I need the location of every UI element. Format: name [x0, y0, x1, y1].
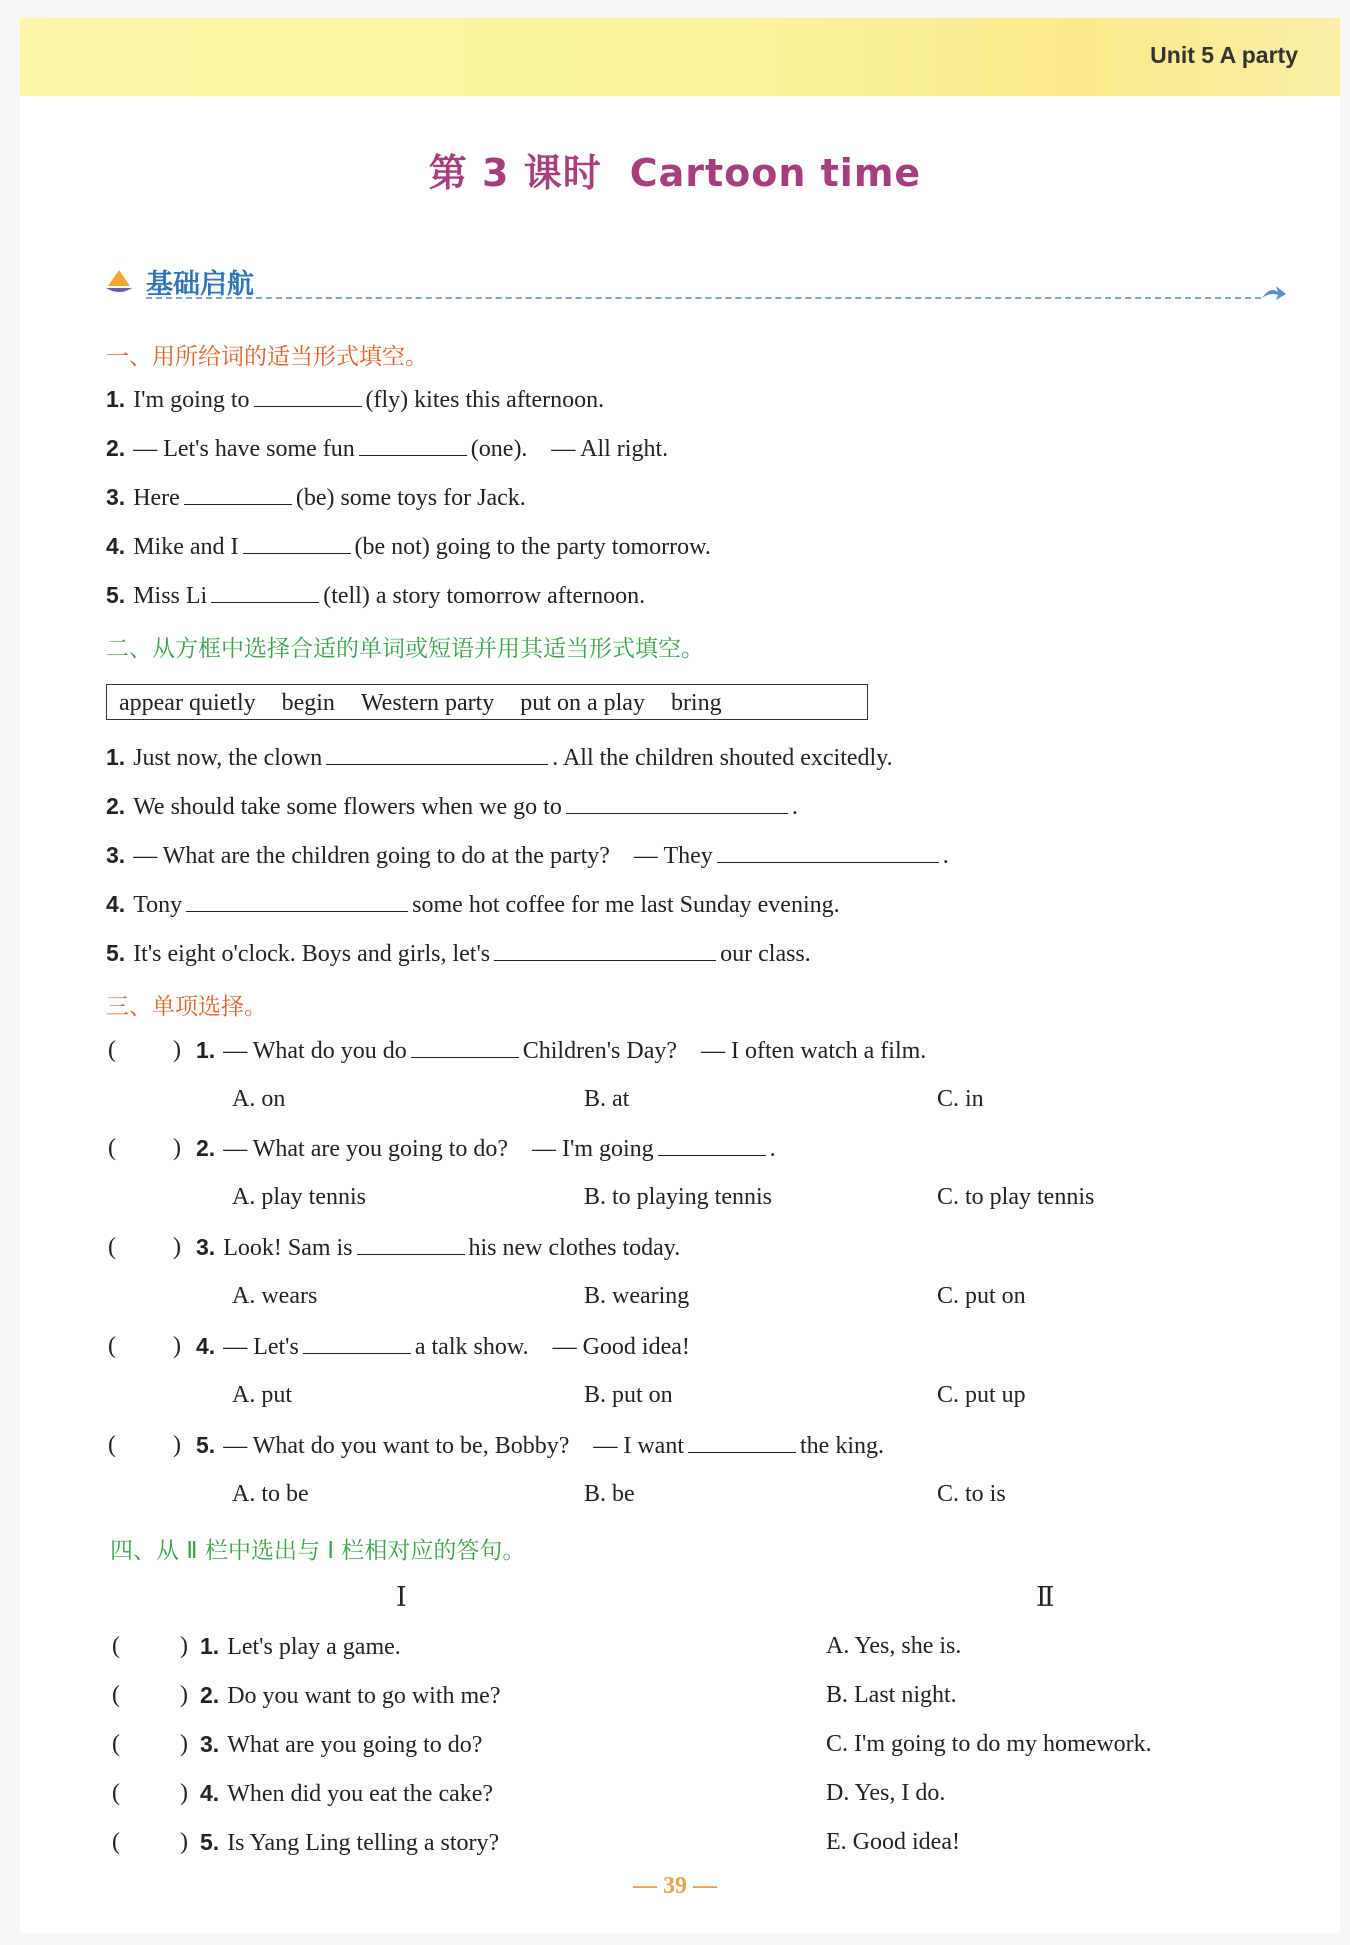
mc-question-4	[196, 1333, 690, 1361]
option-b[interactable]: B. to playing tennis	[584, 1184, 772, 1210]
match-question-4	[200, 1780, 493, 1808]
option-a[interactable]: A. to be	[232, 1481, 309, 1507]
option-b[interactable]: B. wearing	[584, 1283, 690, 1309]
bracket-open: (	[108, 1234, 116, 1260]
match-answer-c: C. I'm going to do my homework.	[826, 1731, 1152, 1757]
answer-bracket[interactable]	[108, 1432, 181, 1459]
item-number: 5.	[200, 1829, 220, 1855]
bracket-open: (	[112, 1731, 120, 1757]
answer-blank[interactable]	[186, 897, 408, 912]
option-b[interactable]: B. put on	[584, 1382, 673, 1408]
item-text: — What are the children going to do at the party? — They	[133, 843, 713, 869]
item-text: .	[791, 794, 798, 820]
option-a[interactable]: A. on	[232, 1086, 286, 1112]
match-question-2	[200, 1682, 500, 1710]
section-title: 基础启航	[146, 269, 254, 300]
item-number: 4.	[196, 1333, 216, 1359]
bracket-close: )	[173, 1135, 181, 1161]
word-bank-box	[106, 684, 868, 720]
answer-blank[interactable]	[411, 1043, 519, 1058]
item-text: I'm going to	[133, 387, 250, 413]
item-number: 5.	[106, 940, 126, 966]
item-text: Do you want to go with me?	[227, 1683, 501, 1709]
item-text: .	[942, 843, 949, 869]
item-text: When did you eat the cake?	[227, 1781, 494, 1807]
bracket-close: )	[180, 1682, 188, 1708]
item-number: 2.	[106, 435, 126, 461]
part2-item-5	[106, 940, 811, 968]
mc-question-2	[196, 1135, 776, 1163]
answer-bracket[interactable]	[112, 1682, 188, 1709]
part1-item-2	[106, 435, 668, 463]
option-c[interactable]: C. put up	[937, 1382, 1026, 1408]
item-text: a talk show. — Good idea!	[414, 1334, 690, 1360]
item-text: (be not) going to the party tomorrow.	[354, 534, 711, 560]
item-text: .	[769, 1136, 776, 1162]
item-number: 1.	[200, 1633, 220, 1659]
option-b[interactable]: B. be	[584, 1481, 635, 1507]
item-number: 4.	[106, 533, 126, 559]
item-number: 1.	[196, 1037, 216, 1063]
answer-bracket[interactable]	[112, 1731, 188, 1758]
bracket-close: )	[180, 1829, 188, 1855]
option-b[interactable]: B. at	[584, 1086, 630, 1112]
item-text: . All the children shouted excitedly.	[552, 745, 893, 771]
answer-bracket[interactable]	[108, 1135, 181, 1162]
option-c[interactable]: C. in	[937, 1086, 984, 1112]
part2-item-2	[106, 793, 798, 821]
bracket-close: )	[173, 1234, 181, 1260]
item-text: Mike and I	[133, 534, 239, 560]
match-question-5	[200, 1829, 499, 1857]
match-question-1	[200, 1633, 401, 1661]
item-text: Here	[133, 485, 180, 511]
item-text: — Let's have some fun	[133, 436, 355, 462]
part2-heading: 二、从方框中选择合适的单词或短语并用其适当形式填空。	[106, 636, 704, 662]
bracket-close: )	[173, 1037, 181, 1063]
option-c[interactable]: C. to play tennis	[937, 1184, 1095, 1210]
bracket-open: (	[112, 1780, 120, 1806]
bracket-open: (	[108, 1037, 116, 1063]
match-answer-a: A. Yes, she is.	[826, 1633, 962, 1659]
answer-blank[interactable]	[357, 1240, 465, 1255]
item-text: (one). — All right.	[470, 436, 669, 462]
answer-blank[interactable]	[566, 799, 788, 814]
answer-blank[interactable]	[243, 539, 351, 554]
lesson-title	[0, 142, 1350, 197]
answer-bracket[interactable]	[112, 1633, 188, 1660]
item-text: Just now, the clown	[133, 745, 323, 771]
bracket-open: (	[112, 1633, 120, 1659]
item-number: 3.	[196, 1234, 216, 1260]
item-number: 2.	[196, 1135, 216, 1161]
part4-heading: 四、从 Ⅱ 栏中选出与 Ⅰ 栏相对应的答句。	[110, 1538, 526, 1564]
bracket-open: (	[112, 1682, 120, 1708]
answer-blank[interactable]	[494, 946, 716, 961]
answer-bracket[interactable]	[112, 1829, 188, 1856]
item-number: 3.	[200, 1731, 220, 1757]
wave-arrow-icon	[1258, 280, 1288, 304]
item-number: 4.	[106, 891, 126, 917]
word-bank-item: bring	[670, 690, 722, 716]
bracket-close: )	[173, 1432, 181, 1458]
option-a[interactable]: A. wears	[232, 1283, 318, 1309]
part2-item-3	[106, 842, 949, 870]
part1-item-5	[106, 582, 645, 610]
header-band	[20, 18, 1340, 96]
part2-item-4	[106, 891, 840, 919]
section-divider	[146, 297, 1261, 299]
item-text: some hot coffee for me last Sunday evening.	[412, 892, 840, 918]
item-number: 3.	[106, 842, 126, 868]
item-text: We should take some flowers when we go to	[133, 794, 562, 820]
column-I-label: Ⅰ	[396, 1582, 407, 1612]
item-text: (be) some toys for Jack.	[295, 485, 526, 511]
item-number: 4.	[200, 1780, 220, 1806]
item-text: — What are you going to do? — I'm going	[223, 1136, 654, 1162]
bracket-close: )	[180, 1780, 188, 1806]
bracket-close: )	[180, 1633, 188, 1659]
item-number: 1.	[106, 744, 126, 770]
answer-bracket[interactable]	[108, 1234, 181, 1261]
match-answer-d: D. Yes, I do.	[826, 1780, 946, 1806]
bracket-open: (	[112, 1829, 120, 1855]
section-header	[104, 262, 1288, 300]
word-bank-item: begin	[281, 690, 335, 716]
answer-bracket[interactable]	[108, 1037, 181, 1064]
word-bank-item: appear quietly	[119, 690, 256, 716]
item-text: our class.	[720, 941, 811, 967]
answer-blank[interactable]	[303, 1339, 411, 1354]
part1-item-1	[106, 386, 604, 414]
option-a[interactable]: A. put	[232, 1382, 292, 1408]
item-number: 1.	[106, 386, 126, 412]
part3-heading: 三、单项选择。	[106, 994, 267, 1020]
option-a[interactable]: A. play tennis	[232, 1184, 366, 1210]
mc-question-1	[196, 1037, 926, 1065]
lesson-title-en: Cartoon time	[629, 151, 922, 195]
item-number: 5.	[106, 582, 126, 608]
part1-item-3	[106, 484, 526, 512]
bracket-close: )	[180, 1731, 188, 1757]
unit-label: Unit 5 A party	[1150, 42, 1298, 68]
item-text: (tell) a story tomorrow afternoon.	[323, 583, 646, 609]
item-number: 2.	[106, 793, 126, 819]
answer-blank[interactable]	[359, 441, 467, 456]
part2-item-1	[106, 744, 893, 772]
item-text: Miss Li	[133, 583, 208, 609]
option-c[interactable]: C. to is	[937, 1481, 1006, 1507]
answer-blank[interactable]	[717, 848, 939, 863]
lesson-title-cn: 第 3 课时	[428, 151, 602, 195]
item-number: 2.	[200, 1682, 220, 1708]
page-number: — 39 —	[633, 1873, 717, 1899]
item-text: Let's play a game.	[227, 1634, 401, 1660]
item-text: (fly) kites this afternoon.	[365, 387, 605, 413]
answer-blank[interactable]	[211, 588, 319, 603]
answer-blank[interactable]	[184, 490, 292, 505]
match-answer-b: B. Last night.	[826, 1682, 957, 1708]
mc-question-5	[196, 1432, 884, 1460]
item-text: Tony	[133, 892, 183, 918]
answer-bracket[interactable]	[108, 1333, 181, 1360]
match-question-3	[200, 1731, 482, 1759]
bracket-close: )	[173, 1333, 181, 1359]
option-c[interactable]: C. put on	[937, 1283, 1026, 1309]
item-text: the king.	[800, 1433, 885, 1459]
item-text: Is Yang Ling telling a story?	[227, 1830, 500, 1856]
column-II-label: Ⅱ	[1036, 1582, 1055, 1612]
item-text: his new clothes today.	[468, 1235, 681, 1261]
bracket-open: (	[108, 1333, 116, 1359]
bracket-open: (	[108, 1432, 116, 1458]
item-text: — Let's	[223, 1334, 299, 1360]
answer-bracket[interactable]	[112, 1780, 188, 1807]
word-bank-item: put on a play	[520, 690, 645, 716]
answer-blank[interactable]	[326, 750, 548, 765]
answer-blank[interactable]	[688, 1438, 796, 1453]
answer-blank[interactable]	[658, 1141, 766, 1156]
item-text: — What do you do	[223, 1038, 407, 1064]
answer-blank[interactable]	[254, 392, 362, 407]
word-bank-item: Western party	[360, 690, 495, 716]
match-answer-e: E. Good idea!	[826, 1829, 960, 1855]
part1-heading: 一、用所给词的适当形式填空。	[106, 344, 428, 370]
item-text: What are you going to do?	[227, 1732, 483, 1758]
item-number: 3.	[106, 484, 126, 510]
item-text: — What do you want to be, Bobby? — I want	[223, 1433, 685, 1459]
item-text: Children's Day? — I often watch a film.	[522, 1038, 927, 1064]
item-text: It's eight o'clock. Boys and girls, let's	[133, 941, 491, 967]
item-number: 5.	[196, 1432, 216, 1458]
mc-question-3	[196, 1234, 680, 1262]
bracket-open: (	[108, 1135, 116, 1161]
part1-item-4	[106, 533, 711, 561]
item-text: Look! Sam is	[223, 1235, 353, 1261]
sailboat-icon	[104, 268, 134, 296]
